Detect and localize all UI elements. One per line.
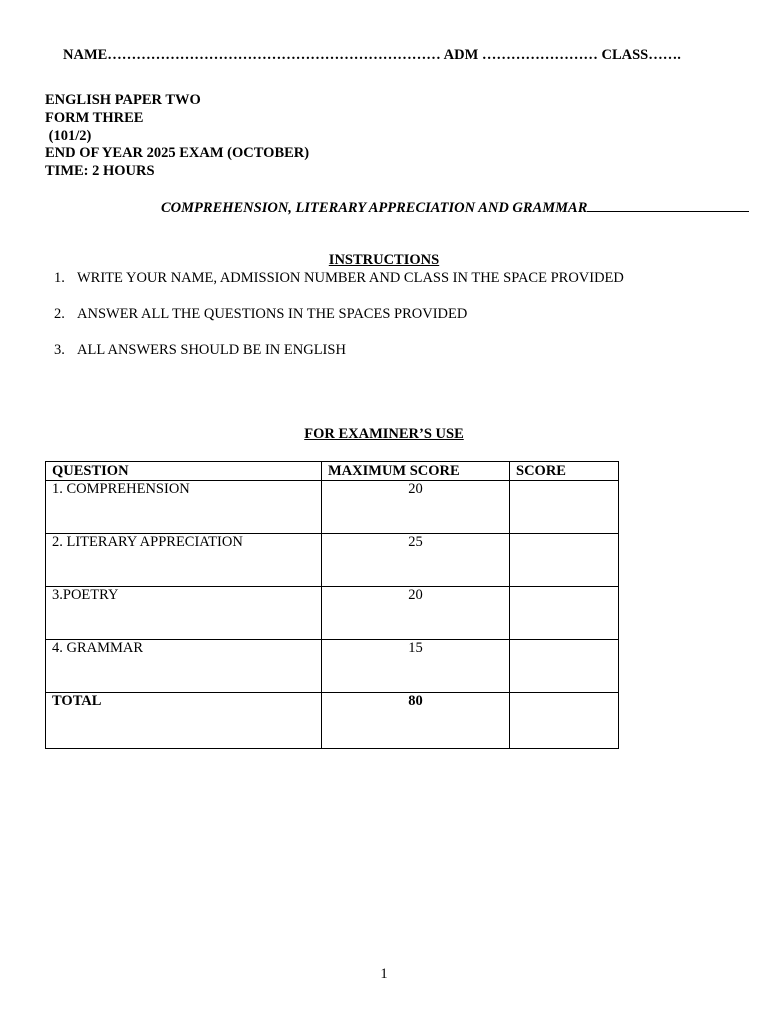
table-header-row [46, 462, 619, 481]
student-details-line: NAME…………………………………………………………… ADM …………………… CLASS……. [63, 47, 681, 63]
subtitle-underline-rule [587, 199, 749, 212]
subject-title: ENGLISH PAPER TWO [45, 92, 201, 108]
question-cell: 2. LITERARY APPRECIATION [46, 534, 322, 587]
total-score-cell[interactable] [510, 693, 619, 749]
column-header-max-score: MAXIMUM SCORE [322, 462, 510, 481]
max-score-cell: 20 [322, 481, 510, 534]
page-number: 1 [380, 966, 388, 982]
instructions-heading: INSTRUCTIONS [328, 252, 440, 268]
score-cell[interactable] [510, 587, 619, 640]
instruction-item [54, 342, 346, 359]
table-row [46, 640, 619, 693]
subtitle-text: COMPREHENSION, LITERARY APPRECIATION AND GRAMMAR [161, 200, 588, 216]
question-cell: 1. COMPREHENSION [46, 481, 322, 534]
examiner-score-table [45, 461, 619, 749]
exam-info-block [45, 92, 309, 181]
score-cell[interactable] [510, 481, 619, 534]
paper-code: (101/2) [45, 127, 92, 144]
paper-subtitle [161, 199, 749, 217]
total-row [46, 693, 619, 749]
table-row [46, 587, 619, 640]
instruction-text: ANSWER ALL THE QUESTIONS IN THE SPACES PROVIDED [77, 306, 468, 322]
max-score-cell: 20 [322, 587, 510, 640]
score-cell[interactable] [510, 534, 619, 587]
instruction-item [54, 270, 624, 287]
column-header-question: QUESTION [46, 462, 322, 481]
instruction-number: 1. [54, 270, 65, 286]
question-cell: 3.POETRY [46, 587, 322, 640]
exam-title: END OF YEAR 2025 EXAM (OCTOBER) [45, 145, 310, 162]
form-level: FORM THREE [45, 109, 144, 126]
examiner-use-heading: FOR EXAMINER’S USE [304, 426, 464, 442]
instruction-text: ALL ANSWERS SHOULD BE IN ENGLISH [77, 342, 346, 358]
table-row [46, 534, 619, 587]
total-label-cell: TOTAL [46, 693, 322, 749]
exam-time: TIME: 2 HOURS [45, 163, 155, 180]
instruction-item [54, 306, 467, 323]
instruction-number: 3. [54, 342, 65, 358]
question-cell: 4. GRAMMAR [46, 640, 322, 693]
max-score-cell: 15 [322, 640, 510, 693]
instruction-text: WRITE YOUR NAME, ADMISSION NUMBER AND CLASS IN THE SPACE PROVIDED [77, 270, 624, 286]
max-score-cell: 25 [322, 534, 510, 587]
table-row [46, 481, 619, 534]
instruction-number: 2. [54, 306, 65, 322]
total-max-cell: 80 [322, 693, 510, 749]
score-cell[interactable] [510, 640, 619, 693]
column-header-score: SCORE [510, 462, 619, 481]
